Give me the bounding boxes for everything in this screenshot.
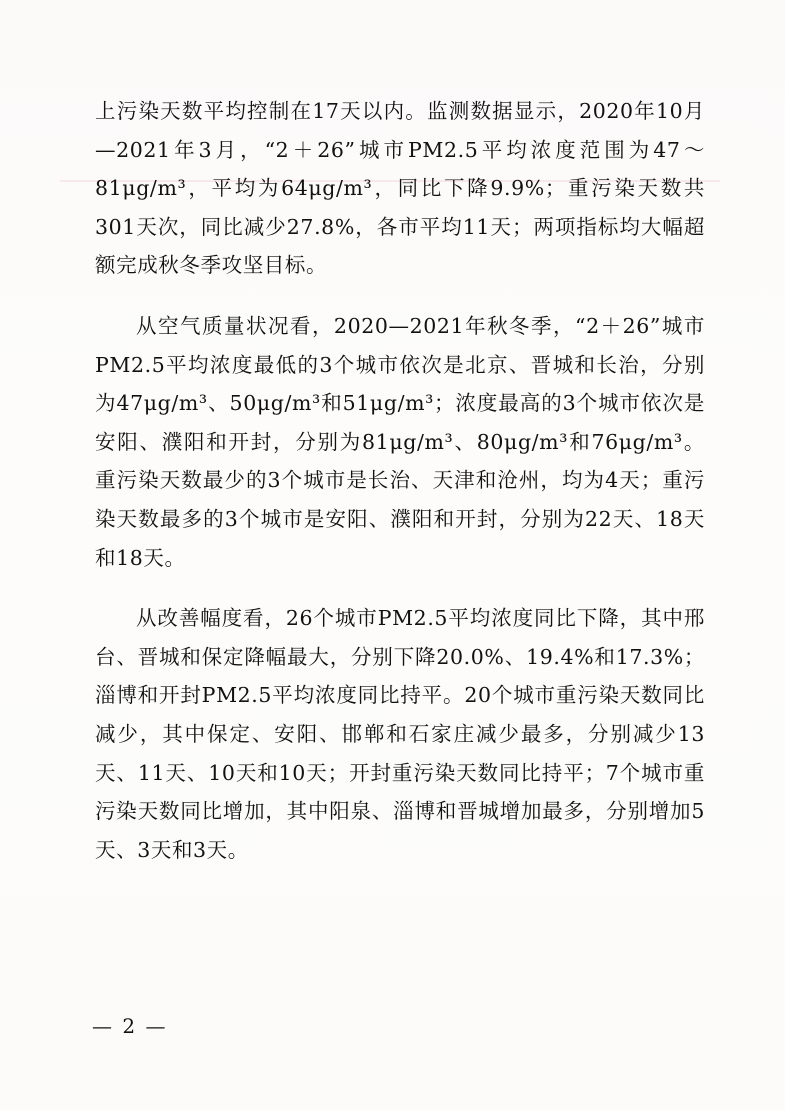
paragraph-1: 上污染天数平均控制在17天以内。监测数据显示，2020年10月—2021年3月，“2＋26”城市PM2.5平均浓度范围为47～81μg/m³，平均为64μg/m³，同比下降9.9%；重污染天数共301天次，同比减少27.8%，各市平均11天；两项指标均大幅超额完成秋冬季攻坚目标。 — [95, 99, 705, 278]
paragraph-3: 从改善幅度看，26个城市PM2.5平均浓度同比下降，其中邢台、晋城和保定降幅最大，分别下降20.0%、19.4%和17.3%；淄博和开封PM2.5平均浓度同比持平。20个城市重污染天数同比减少，其中保定、安阳、邯郸和石家庄减少最多，分别减少13天、11天、10天和10天；开封重污染天数同比持平；7个城市重污染天数同比增加，其中阳泉、淄博和晋城增加最多，分别增加5天、3天和3天。 — [95, 606, 705, 862]
document-body — [95, 92, 705, 869]
page-number: — 2 — — [92, 1014, 168, 1038]
paragraph-2: 从空气质量状况看，2020—2021年秋冬季，“2＋26”城市PM2.5平均浓度最低的3个城市依次是北京、晋城和长治，分别为47μg/m³、50μg/m³和51μg/m³；浓度最高的3个城市依次是安阳、濮阳和开封，分别为81μg/m³、80μg/m³和76μg/m³。重污染天数最少的3个城市是长治、天津和沧州，均为4天；重污染天数最多的3个城市是安阳、濮阳和开封，分别为22天、18天和18天。 — [95, 313, 705, 570]
